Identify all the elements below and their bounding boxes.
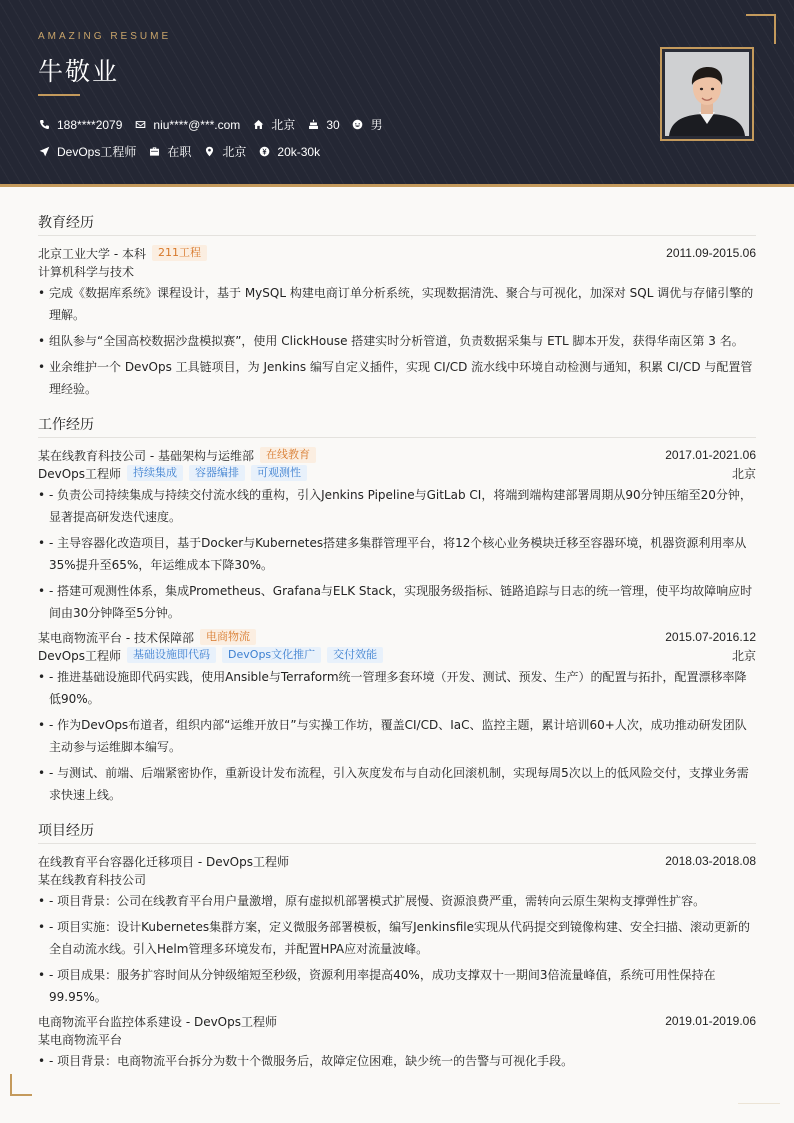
list-item: • - 与测试、前端、后端紧密协作，重新设计发布流程，引入灰度发布与自动化回滚机制，实现每周5次以上的低风险交付，支撑业务需求快速上线。: [38, 762, 756, 806]
list-item: • - 负责公司持续集成与持续交付流水线的重构，引入Jenkins Pipeline与GitLab CI，将端到端构建部署周期从90分钟压缩至20分钟，显著提高研发迭代速度。: [38, 484, 756, 528]
home-icon: [252, 119, 264, 131]
gender-info: [352, 116, 383, 133]
email-text: niu****@***.com: [153, 117, 241, 132]
list-item: • - 项目成果：服务扩容时间从分钟级缩短至秒级，资源利用率提高40%，成功支撑双十一期间3倍流量峰值，系统可用性保持在99.95%。: [38, 964, 756, 1008]
project-bullets: [38, 1050, 756, 1072]
name-underline: [38, 94, 80, 96]
age-text: 30: [326, 117, 340, 132]
major-name: 计算机科学与技术: [38, 264, 135, 279]
section-title-projects: 项目经历: [38, 820, 756, 844]
status-text: 在职: [167, 145, 192, 159]
job-role-row: [38, 464, 756, 482]
company-name: 某电商物流平台 - 技术保障部: [38, 630, 194, 645]
project-org-row: [38, 1030, 756, 1048]
position-text: DevOps工程师: [57, 145, 137, 159]
project-org: 某电商物流平台: [38, 1032, 123, 1047]
skill-tag: 基础设施即代码: [127, 647, 216, 663]
job-date: 2017.01-2021.06: [665, 448, 756, 462]
job-entry-header: [38, 628, 756, 646]
residence-text: 北京: [271, 118, 296, 132]
footer-rule: [738, 1103, 780, 1104]
resume-body: [38, 198, 756, 1076]
phone-info: [38, 118, 122, 132]
job-city: 北京: [731, 648, 756, 663]
school-tag: 211工程: [152, 245, 207, 261]
job-entry-header: [38, 446, 756, 464]
list-item: • - 项目背景：公司在线教育平台用户量激增，原有虚拟机部署模式扩展慢、资源浪费严重，需转向云原生架构支撑弹性扩容。: [38, 890, 756, 912]
status-info: [148, 143, 191, 160]
profile-photo-frame: [660, 47, 754, 141]
mail-icon: [134, 119, 146, 131]
list-item: • - 项目背景：电商物流平台拆分为数十个微服务后，故障定位困难，缺少统一的告警与可视化手段。: [38, 1050, 756, 1072]
list-item: • - 项目实施：设计Kubernetes集群方案，定义微服务部署模板，编写Jenkinsfile实现从代码提交到镜像构建、安全扫描、滚动更新的全自动流水线。引入Helm管理多环境发布，并配置HPA应对流量波峰。: [38, 916, 756, 960]
send-icon: [38, 146, 50, 158]
education-major-row: [38, 262, 756, 280]
list-item: • - 作为DevOps布道者，组织内部“运维开放日”与实操工作坊，覆盖CI/CD、IaC、监控主题，累计培训60+人次，成功推动研发团队主动参与运维脚本编写。: [38, 714, 756, 758]
job-date: 2015.07-2016.12: [665, 630, 756, 644]
email-info: [134, 118, 240, 132]
project-name: 电商物流平台监控体系建设 - DevOps工程师: [38, 1014, 277, 1029]
salary-info: [258, 145, 320, 159]
briefcase-icon: [148, 146, 160, 158]
project-bullets: [38, 890, 756, 1008]
gender-text: 男: [370, 118, 383, 132]
age-info: [307, 118, 339, 132]
job-role: DevOps工程师: [38, 648, 122, 663]
skill-tag: 持续集成: [127, 465, 183, 481]
phone-icon: [38, 119, 50, 131]
job-intent-row: [38, 143, 332, 160]
project-entry-header: [38, 1012, 756, 1030]
position-info: [38, 143, 136, 160]
education-bullets: [38, 282, 756, 400]
list-item: • 业余维护一个 DevOps 工具链项目，为 Jenkins 编写自定义插件，实现 CI/CD 流水线中环境自动检测与通知，积累 CI/CD 与配置管理经验。: [38, 356, 756, 400]
list-item: • - 推进基础设施即代码实践，使用Ansible与Terraform统一管理多套环境（开发、测试、预发、生产）的配置与拓扑，配置漂移率降低90%。: [38, 666, 756, 710]
project-date: 2018.03-2018.08: [665, 854, 756, 868]
project-date: 2019.01-2019.06: [665, 1014, 756, 1028]
corner-ornament: [10, 1074, 32, 1096]
project-entry-header: [38, 852, 756, 870]
industry-tag: 电商物流: [200, 629, 256, 645]
resume-header: [0, 0, 794, 187]
skill-tag: 可观测性: [251, 465, 307, 481]
contact-row: [38, 116, 395, 133]
skill-tag: 交付效能: [327, 647, 383, 663]
list-item: • - 主导容器化改造项目，基于Docker与Kubernetes搭建多集群管理平台，将12个核心业务模块迁移至容器环境，机器资源利用率从35%提升至65%，年运维成本下降30%。: [38, 532, 756, 576]
school-name: 北京工业大学 - 本科: [38, 246, 146, 261]
list-item: • 组队参与“全国高校数据沙盘模拟赛”，使用 ClickHouse 搭建实时分析管道，负责数据采集与 ETL 脚本开发，获得华南区第 3 名。: [38, 330, 756, 352]
industry-tag: 在线教育: [260, 447, 316, 463]
section-title-education: 教育经历: [38, 212, 756, 236]
list-item: • 完成《数据库系统》课程设计，基于 MySQL 构建电商订单分析系统，实现数据清洗、聚合与可视化，加深对 SQL 调优与存储引擎的理解。: [38, 282, 756, 326]
gender-icon: [352, 119, 364, 131]
project-name: 在线教育平台容器化迁移项目 - DevOps工程师: [38, 854, 289, 869]
education-date: 2011.09-2015.06: [666, 246, 756, 260]
education-entry-header: [38, 244, 756, 262]
job-role: DevOps工程师: [38, 466, 122, 481]
corner-ornament: [746, 14, 776, 44]
phone-text: 188****2079: [57, 117, 123, 132]
profile-photo: [665, 52, 749, 136]
skill-tag: 容器编排: [189, 465, 245, 481]
avatar: [665, 52, 749, 136]
list-item: • - 搭建可观测性体系，集成Prometheus、Grafana与ELK Stack，实现服务级指标、链路追踪与日志的统一管理，使平均故障响应时间由30分钟降至5分钟。: [38, 580, 756, 624]
company-name: 某在线教育科技公司 - 基础架构与运维部: [38, 448, 254, 463]
project-org-row: [38, 870, 756, 888]
location-pin-icon: [203, 146, 215, 158]
cake-icon: [307, 119, 319, 131]
candidate-name: 牛敬业: [38, 57, 120, 86]
project-org: 某在线教育科技公司: [38, 872, 147, 887]
salary-text: 20k-30k: [277, 144, 321, 159]
target-city-text: 北京: [222, 145, 247, 159]
target-city-info: [203, 143, 246, 160]
brand-label: AMAZING RESUME: [38, 31, 172, 42]
job-role-row: [38, 646, 756, 664]
section-title-work: 工作经历: [38, 414, 756, 438]
money-icon: [258, 146, 270, 158]
job-bullets: [38, 484, 756, 624]
job-bullets: [38, 666, 756, 806]
residence-info: [252, 116, 295, 133]
job-city: 北京: [731, 466, 756, 481]
skill-tag: DevOps文化推广: [222, 647, 321, 663]
